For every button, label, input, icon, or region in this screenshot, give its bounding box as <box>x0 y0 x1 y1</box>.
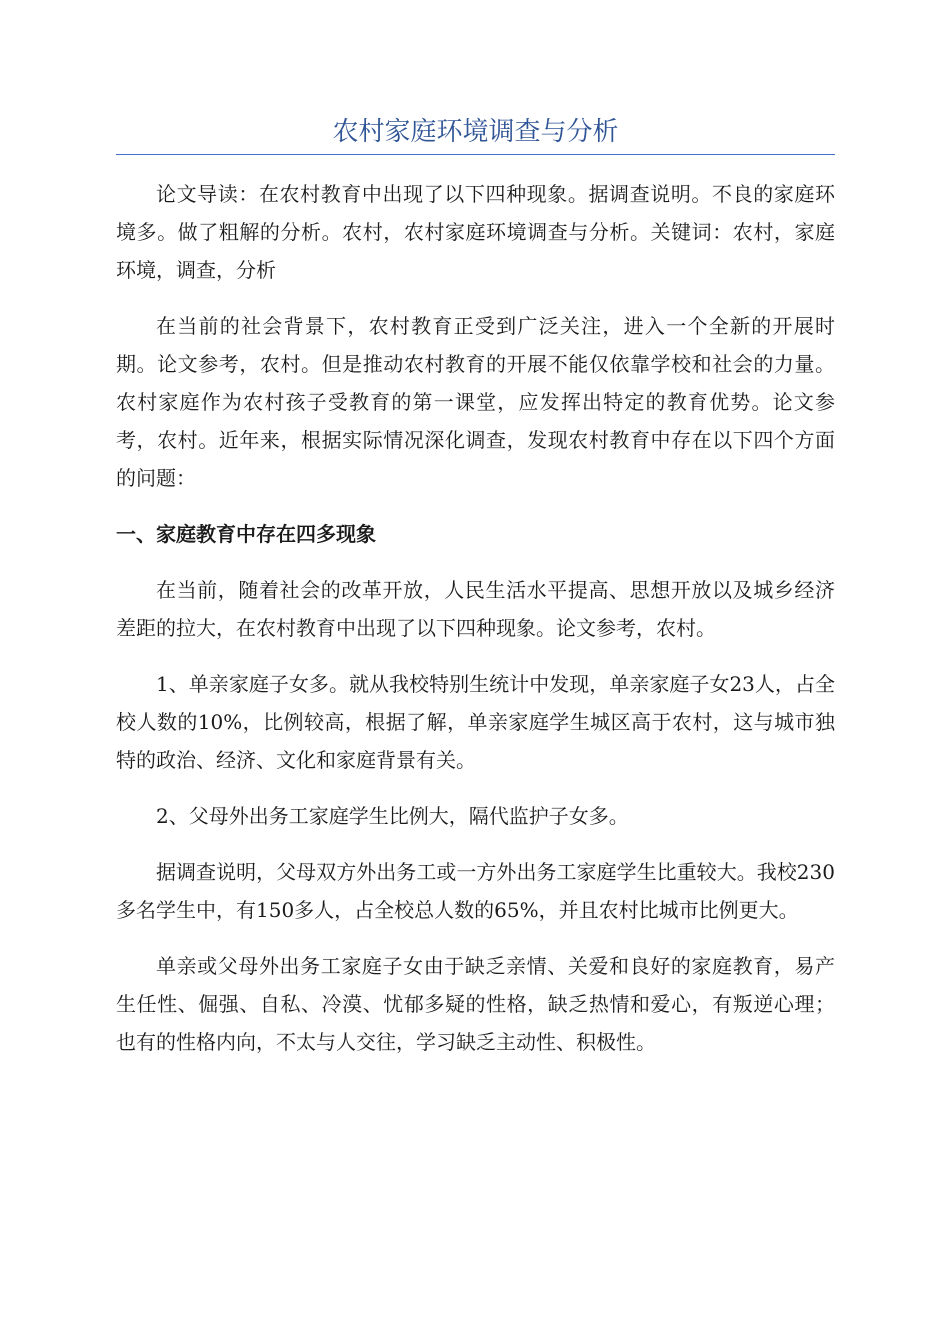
paragraph-survey: 据调查说明，父母双方外出务工或一方外出务工家庭学生比重较大。我校230多名学生中，有150多人，占全校总人数的65%，并且农村比城市比例更大。 <box>116 860 835 922</box>
document-title: 农村家庭环境调查与分析 <box>332 117 619 147</box>
section-heading: 一、家庭教育中存在四多现象 <box>116 522 376 546</box>
paragraph-intro: 在当前的社会背景下，农村教育正受到广泛关注，进入一个全新的开展时期。论文参考，农村。但是推动农村教育的开展不能仅依靠学校和社会的力量。农村家庭作为农村孩子受教育的第一课堂，应发挥出特定的教育优势。论文参考，农村。近年来，根据实际情况深化调查，发现农村教育中存在以下四个方面的问题： <box>116 314 835 490</box>
paragraph-abstract: 论文导读：在农村教育中出现了以下四种现象。据调查说明。不良的家庭环境多。做了粗解的分析。农村，农村家庭环境调查与分析。关键词：农村，家庭环境，调查，分析 <box>116 182 835 282</box>
paragraph-item-1: 1、单亲家庭子女多。就从我校特别生统计中发现，单亲家庭子女23人，占全校人数的10%，比例较高，根据了解，单亲家庭学生城区高于农村，这与城市独特的政治、经济、文化和家庭背景有关。 <box>116 672 835 772</box>
document-page <box>116 112 835 1079</box>
paragraph-section-intro: 在当前，随着社会的改革开放，人民生活水平提高、思想开放以及城乡经济差距的拉大，在农村教育中出现了以下四种现象。论文参考，农村。 <box>116 578 835 640</box>
paragraph-effects: 单亲或父母外出务工家庭子女由于缺乏亲情、关爱和良好的家庭教育，易产生任性、倔强、自私、冷漠、忧郁多疑的性格，缺乏热情和爱心，有叛逆心理；也有的性格内向，不太与人交往，学习缺乏主动性、积极性。 <box>116 954 835 1054</box>
paragraph-item-2: 2、父母外出务工家庭学生比例大，隔代监护子女多。 <box>156 804 629 828</box>
title-underline <box>116 154 835 155</box>
